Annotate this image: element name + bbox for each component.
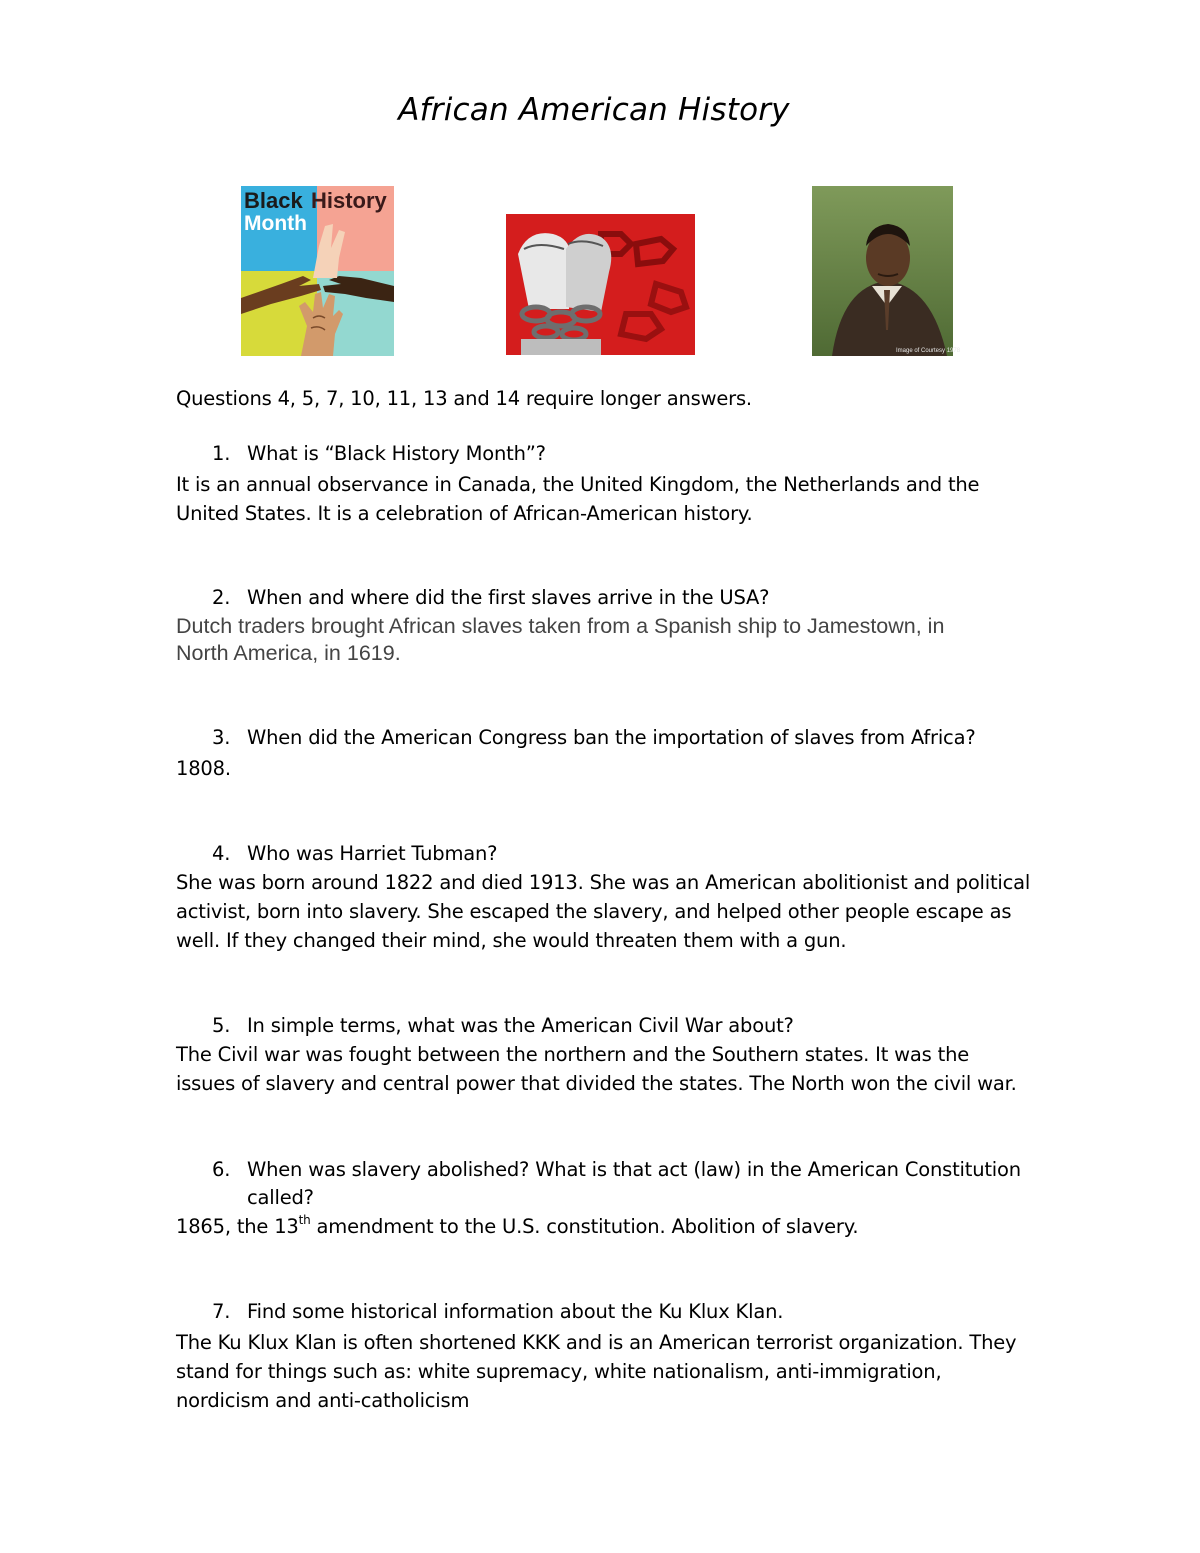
answer-5 [176,1040,1046,1098]
answer-line: nordicism and anti-catholicism [176,1389,470,1412]
answer-1 [176,470,1046,528]
answer-line: activist, born into slavery. She escaped the slavery, and helped other people escape as [176,900,1012,923]
question-text [247,1156,1047,1212]
svg-text:History: History [311,188,387,213]
answer-3 [176,754,1046,783]
question-number: 3. [212,726,231,749]
chained-fists-image [506,214,695,355]
question-number: 5. [212,1014,231,1037]
question-text: What is “Black History Month”? [247,442,546,465]
ordinal-suffix: th [298,1212,311,1227]
question-number: 1. [212,442,231,465]
svg-text:Month: Month [244,212,307,235]
answer-7 [176,1328,1046,1415]
answer-2 [176,613,1046,667]
intro-text: Questions 4, 5, 7, 10, 11, 13 and 14 require longer answers. [176,387,752,410]
answer-6 [176,1212,1046,1241]
question-text: When and where did the first slaves arrive in the USA? [247,586,770,609]
answer-line: It is an annual observance in Canada, the United Kingdom, the Netherlands and the [176,473,980,496]
question-text: Who was Harriet Tubman? [247,842,498,865]
answer-line: Dutch traders brought African slaves taken from a Spanish ship to Jamestown, in [176,614,945,638]
answer-line: stand for things such as: white supremacy, white nationalism, anti-immigration, [176,1360,942,1383]
answer-line: well. If they changed their mind, she would threaten them with a gun. [176,929,847,952]
answer-line: The Ku Klux Klan is often shortened KKK and is an American terrorist organization. They [176,1331,1017,1354]
answer-line: United States. It is a celebration of African-American history. [176,502,753,525]
black-history-month-image [241,186,394,356]
answer-line: North America, in 1619. [176,641,401,665]
answer-line: She was born around 1822 and died 1913. She was an American abolitionist and political [176,871,1031,894]
portrait-photo [812,186,961,356]
answer-4 [176,868,1046,955]
question-number: 6. [212,1158,231,1181]
question-text: In simple terms, what was the American Civil War about? [247,1014,794,1037]
answer-text: 1865, the 13 [176,1215,299,1238]
question-text: Find some historical information about the Ku Klux Klan. [247,1300,784,1323]
question-text-line: called? [247,1186,314,1209]
answer-text: amendment to the U.S. constitution. Abolition of slavery. [310,1215,859,1238]
page-title: African American History [398,92,790,128]
answer-line: 1808. [176,757,231,780]
question-text: When did the American Congress ban the importation of slaves from Africa? [247,726,976,749]
answer-line: The Civil war was fought between the northern and the Southern states. It was the [176,1043,970,1066]
question-6 [176,1156,1056,1216]
answer-line: issues of slavery and central power that divided the states. The North won the civil war. [176,1072,1017,1095]
question-number: 4. [212,842,231,865]
question-number: 7. [212,1300,231,1323]
question-number: 2. [212,586,231,609]
svg-text:Image of Courtesy 1978: Image of Courtesy 1978 [896,348,961,354]
question-text-line: When was slavery abolished? What is that act (law) in the American Constitution [247,1158,1021,1181]
svg-text:Black: Black [244,188,303,213]
